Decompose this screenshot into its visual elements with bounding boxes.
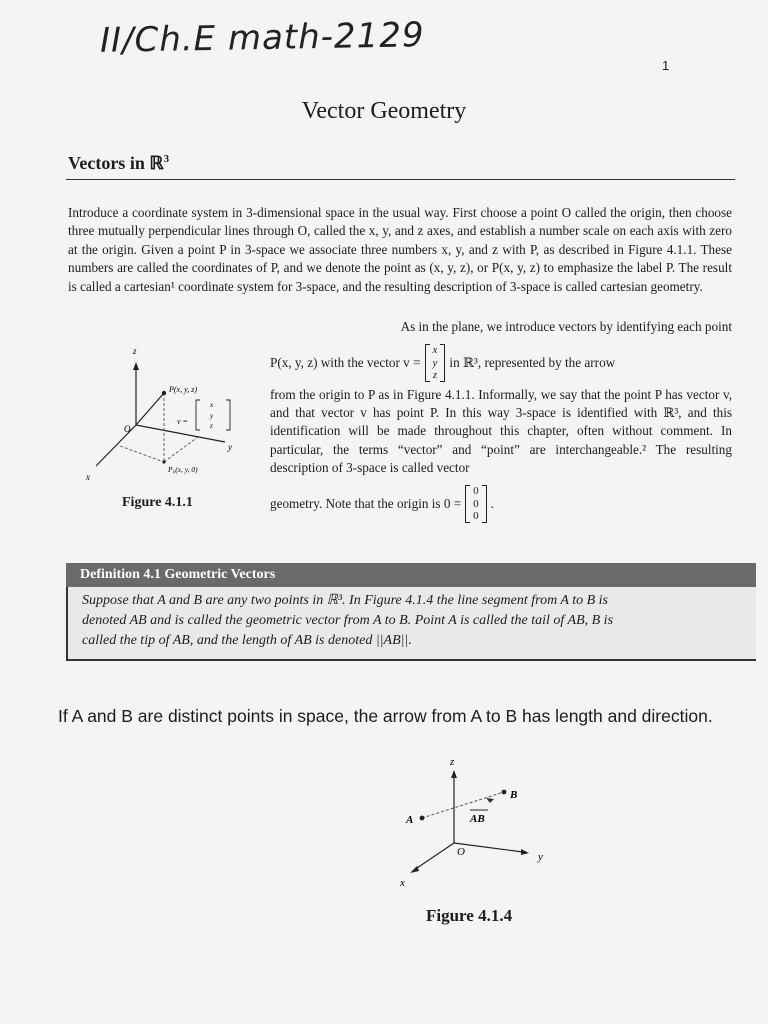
para2-end-before: geometry. Note that the origin is 0 = [270,496,462,511]
fig4-ab-arrowhead [486,798,494,803]
zero-vector-2: 0 [473,510,479,523]
fig1-label-y: y [228,442,232,452]
vector-v-y: y [432,356,438,369]
zero-vector-1: 0 [473,497,479,510]
vector-v-x: x [432,344,438,357]
fig1-vec-x: x [210,401,214,409]
vector-v-column [425,344,446,382]
definition-line-2: denoted AB and is called the geometric vector from A to B. Point A is called the tail of AB, B is [82,613,614,628]
definition-box [66,563,756,661]
fig4-point-a [420,816,425,821]
fig4-point-b [502,790,507,795]
fig1-vec-z: z [210,422,213,430]
page-number: 1 [662,58,670,73]
para2-end [270,476,740,532]
fig1-label-point: P(x, y, z) [169,385,197,394]
fig1-proj-line-y [164,437,198,462]
fig1-label-z: z [133,346,137,356]
distinct-points-statement: If A and B are distinct points in space, the arrow from A to B has length and direction. [58,706,713,726]
fig1-label-x: x [86,472,90,482]
page-title: Vector Geometry [301,98,467,124]
fig4-y-arrow [521,849,529,855]
para2-line1: As in the plane, we introduce vectors by identifying each point [400,319,732,334]
fig1-vec-y: y [210,412,214,420]
fig1-vector-arrow [136,393,164,425]
fig1-label-vec: v = [177,417,188,426]
figure-4-1-4-diagram [386,748,576,893]
fig4-label-z: z [450,756,455,768]
fig1-proj-line-x [120,446,164,462]
figure-4-1-4-caption: Figure 4.1.4 [426,906,513,925]
para2-end-after: . [490,496,494,511]
definition-body [66,587,756,661]
fig1-point-p [162,391,166,395]
fig1-label-origin: O [124,424,131,434]
intro-paragraph: Introduce a coordinate system in 3-dimensional space in the usual way. First choose a point O called the origin, then choose three mutually perpendicular lines through O, called the x, y, and z axes, and establish a number scale on each axis with zero at the origin. Given a point P in 3-space we associate three numbers x, y, and z with P, as described in Figure 4.1.1. These numbers are called the coordinates of P, and we denote the point as (x, y, z), or P(x, y, z) to emphasize the label P. The result is called a cartesian¹ coordinate system for 3-space, and the resulting description of 3-space is called cartesian geometry. [68,205,732,294]
definition-line-3: called the tip of AB, and the length of AB is denoted ||AB||. [82,633,412,648]
section-heading [68,153,169,174]
fig4-label-x: x [400,877,405,889]
fig4-label-origin: O [457,846,465,858]
figure-4-1-1-caption: Figure 4.1.1 [122,495,193,510]
zero-vector-column [465,485,487,523]
fig1-point-p0 [162,460,165,463]
definition-line-1: Suppose that A and B are any two points in ℝ³. In Figure 4.1.4 the line segment from A to B is [82,593,608,608]
fig1-z-arrow [133,362,139,370]
para2-line2-after: in ℝ³, represented by the arrow [449,355,616,370]
fig4-z-arrow [451,770,457,778]
section-heading-sup: 3 [163,153,170,165]
fig4-segment-ab [422,792,504,818]
para2-line2 [270,343,740,383]
zero-vector-0: 0 [473,485,479,498]
handwritten-note: II/Ch.E math-2129 [99,15,425,61]
fig1-label-proj: P₀(x, y, 0) [168,465,198,474]
fig4-label-ab: AB [470,813,485,825]
fig4-label-a: A [406,814,414,826]
para2-line2-before: P(x, y, z) with the vector v = [270,355,421,370]
fig4-label-b: B [510,789,518,801]
section-rule [66,179,735,180]
vector-v-z: z [432,369,438,382]
definition-heading: Definition 4.1 Geometric Vectors [66,563,756,587]
para2-body: from the origin to P as in Figure 4.1.1. Informally, we say that the point P has vector v, and that vector v has point P. In this way 3-space is identified with ℝ³, and this identification will be made throughout this chapter, often without comment. In particular, the terms “vector” and “point” are interchangeable.² The resulting description of 3-space is called vector [270,387,732,475]
fig4-x-axis [414,843,454,870]
section-heading-text: Vectors in ℝ [68,153,164,173]
fig4-label-y: y [538,851,543,863]
figure-4-1-1-diagram [80,340,260,490]
